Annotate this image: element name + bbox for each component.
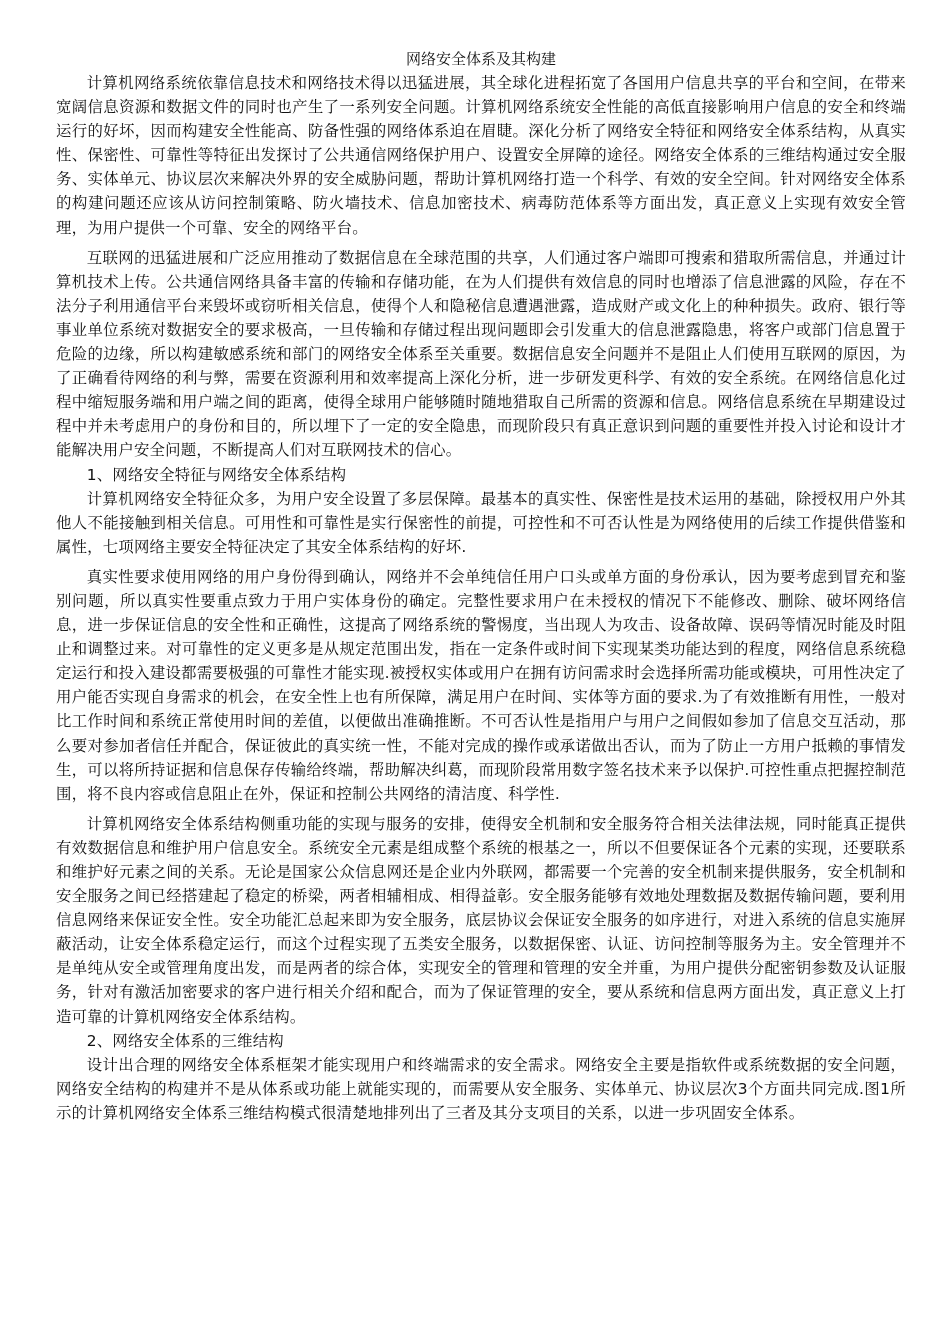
paragraph-3d-structure: 设计出合理的网络安全体系框架才能实现用户和终端需求的安全需求。网络安全主要是指软件或系统数据的安全问题，网络安全结构的构建并不是从体系或功能上就能实现的，而需要从安全服务、实体单元、协议层次3个方面共同完成.图1所示的计算机网络安全体系三维结构模式很清楚地排列出了三者及其分支项目的关系，以进一步巩固安全体系。 <box>56 1055 906 1122</box>
paragraph-architecture: 计算机网络安全体系结构侧重功能的实现与服务的安排，使得安全机制和安全服务符合相关法律法规，同时能真正提供有效数据信息和维护用户信息安全。系统安全元素是组成整个系统的根基之一，所以不但要保证各个元素的实现，还要联系和维护好元素之间的关系。无论是国家公众信息网还是企业内外联网，都需要一个完善的安全机制来提供服务，安全机制和安全服务之间已经搭建起了稳定的桥梁，两者相辅相成、相得益彰。安全服务能够有效地处理数据及数据传输问题，要利用信息网络来保证安全性。安全功能汇总起来即为安全服务，底层协议会保证安全服务的如序进行，对进入系统的信息实施屏蔽活动，让安全体系稳定运行，而这个过程实现了五类安全服务，以数据保密、认证、访问控制等服务为主。安全管理并不是单纯从安全或管理角度出发，而是两者的综合体，实现安全的管理和管理的安全并重，为用户提供分配密钥参数及认证服务，针对有激活加密要求的客户进行相关介绍和配合，而为了保证管理的安全，要从系统和信息两方面出发，真正意义上打造可靠的计算机网络安全体系结构。 <box>56 814 906 1026</box>
paragraph-authenticity: 真实性要求使用网络的用户身份得到确认，网络并不会单纯信任用户口头或单方面的身份承认，因为要考虑到冒充和鉴别问题，所以真实性要重点致力于用户实体身份的确定。完整性要求用户在未授权的情况下不能修改、删除、破坏网络信息，进一步保证信息的安全性和正确性，这提高了网络系统的警惕度，当出现人为攻击、设备故障、误码等情况时能及时阻止和调整过来。对可靠性的定义更多是从规定范围出发，指在一定条件或时间下实现某类功能达到的程度，网络信息系统稳定运行和投入建设都需要极强的可靠性才能实现.被授权实体或用户在拥有访问需求时会选择所需功能或模块，可用性决定了用户能否实现自身需求的机会，在安全性上也有所保障，满足用户在时间、实体等方面的要求.为了有效推断有用性，一般对比工作时间和系统正常使用时间的差值，以便做出准确推断。不可否认性是指用户与用户之间假如参加了信息交互活动，那么要对参加者信任并配合，保证彼此的真实统一性，不能对完成的操作或承诺做出否认，而为了防止一方用户抵赖的事情发生，可以将所持证据和信息保存传输给终端，帮助解决纠葛，而现阶段常用数字签名技术来予以保护.可控性重点把握控制范围，将不良内容或信息阻止在外，保证和控制公共网络的清洁度、科学性. <box>56 567 906 803</box>
paragraph-abstract: 计算机网络系统依靠信息技术和网络技术得以迅猛进展，其全球化进程拓宽了各国用户信息共享的平台和空间，在带来宽阔信息资源和数据文件的同时也产生了一系列安全问题。计算机网络系统安全性能的高低直接影响用户信息的安全和终端运行的好坏，因而构建安全性能高、防备性强的网络体系迫在眉睫。深化分析了网络安全特征和网络安全体系结构，从真实性、保密性、可靠性等特征出发探讨了公共通信网络保护用户、设置安全屏障的途径。网络安全体系的三维结构通过安全服务、实体单元、协议层次来解决外界的安全威胁问题，帮助计算机网络打造一个科学、有效的安全空间。针对网络安全体系的构建问题还应该从访问控制策略、防火墙技术、信息加密技术、病毒防范体系等方面出发，真正意义上实现有效安全管理，为用户提供一个可靠、安全的网络平台。 <box>56 74 906 237</box>
section-heading-2: 2、网络安全体系的三维结构 <box>86 1031 284 1050</box>
section-heading-1: 1、网络安全特征与网络安全体系结构 <box>86 465 347 484</box>
paragraph-security-features: 计算机网络安全特征众多，为用户安全设置了多层保障。最基本的真实性、保密性是技术运用的基础，除授权用户外其他人不能接触到相关信息。可用性和可靠性是实行保密性的前提，可控性和不可否认性是为网络使用的后续工作提供借鉴和属性，七项网络主要安全特征决定了其安全体系结构的好坏. <box>56 489 906 556</box>
paragraph-intro: 互联网的迅猛进展和广泛应用推动了数据信息在全球范围的共享，人们通过客户端即可搜索和猎取所需信息，并通过计算机技术上传。公共通信网络具备丰富的传输和存储功能，在为人们提供有效信息的同时也增添了信息泄露的风险，存在不法分子利用通信平台来毁坏或窃听相关信息，使得个人和隐秘信息遭遇泄露，造成财产或文化上的种种损失。政府、银行等事业单位系统对数据安全的要求极高，一旦传输和存储过程出现问题即会引发重大的信息泄露隐患，将客户或部门信息置于危险的边缘，所以构建敏感系统和部门的网络安全体系至关重要。数据信息安全问题并不是阻止人们使用互联网的原因，为了正确看待网络的利与弊，需要在资源利用和效率提高上深化分析，进一步研发更科学、有效的安全系统。在网络信息化过程中缩短服务端和用户端之间的距离，使得全球用户能够随时随地猎取自己所需的资源和信息。网络信息系统在早期建设过程中并未考虑用户的身份和目的，所以埋下了一定的安全隐患，而现阶段只有真正意识到问题的重要性并投入讨论和设计才能解决用户安全问题，不断提高人们对互联网技术的信心。 <box>56 248 906 460</box>
document-title: 网络安全体系及其构建 <box>405 50 556 68</box>
